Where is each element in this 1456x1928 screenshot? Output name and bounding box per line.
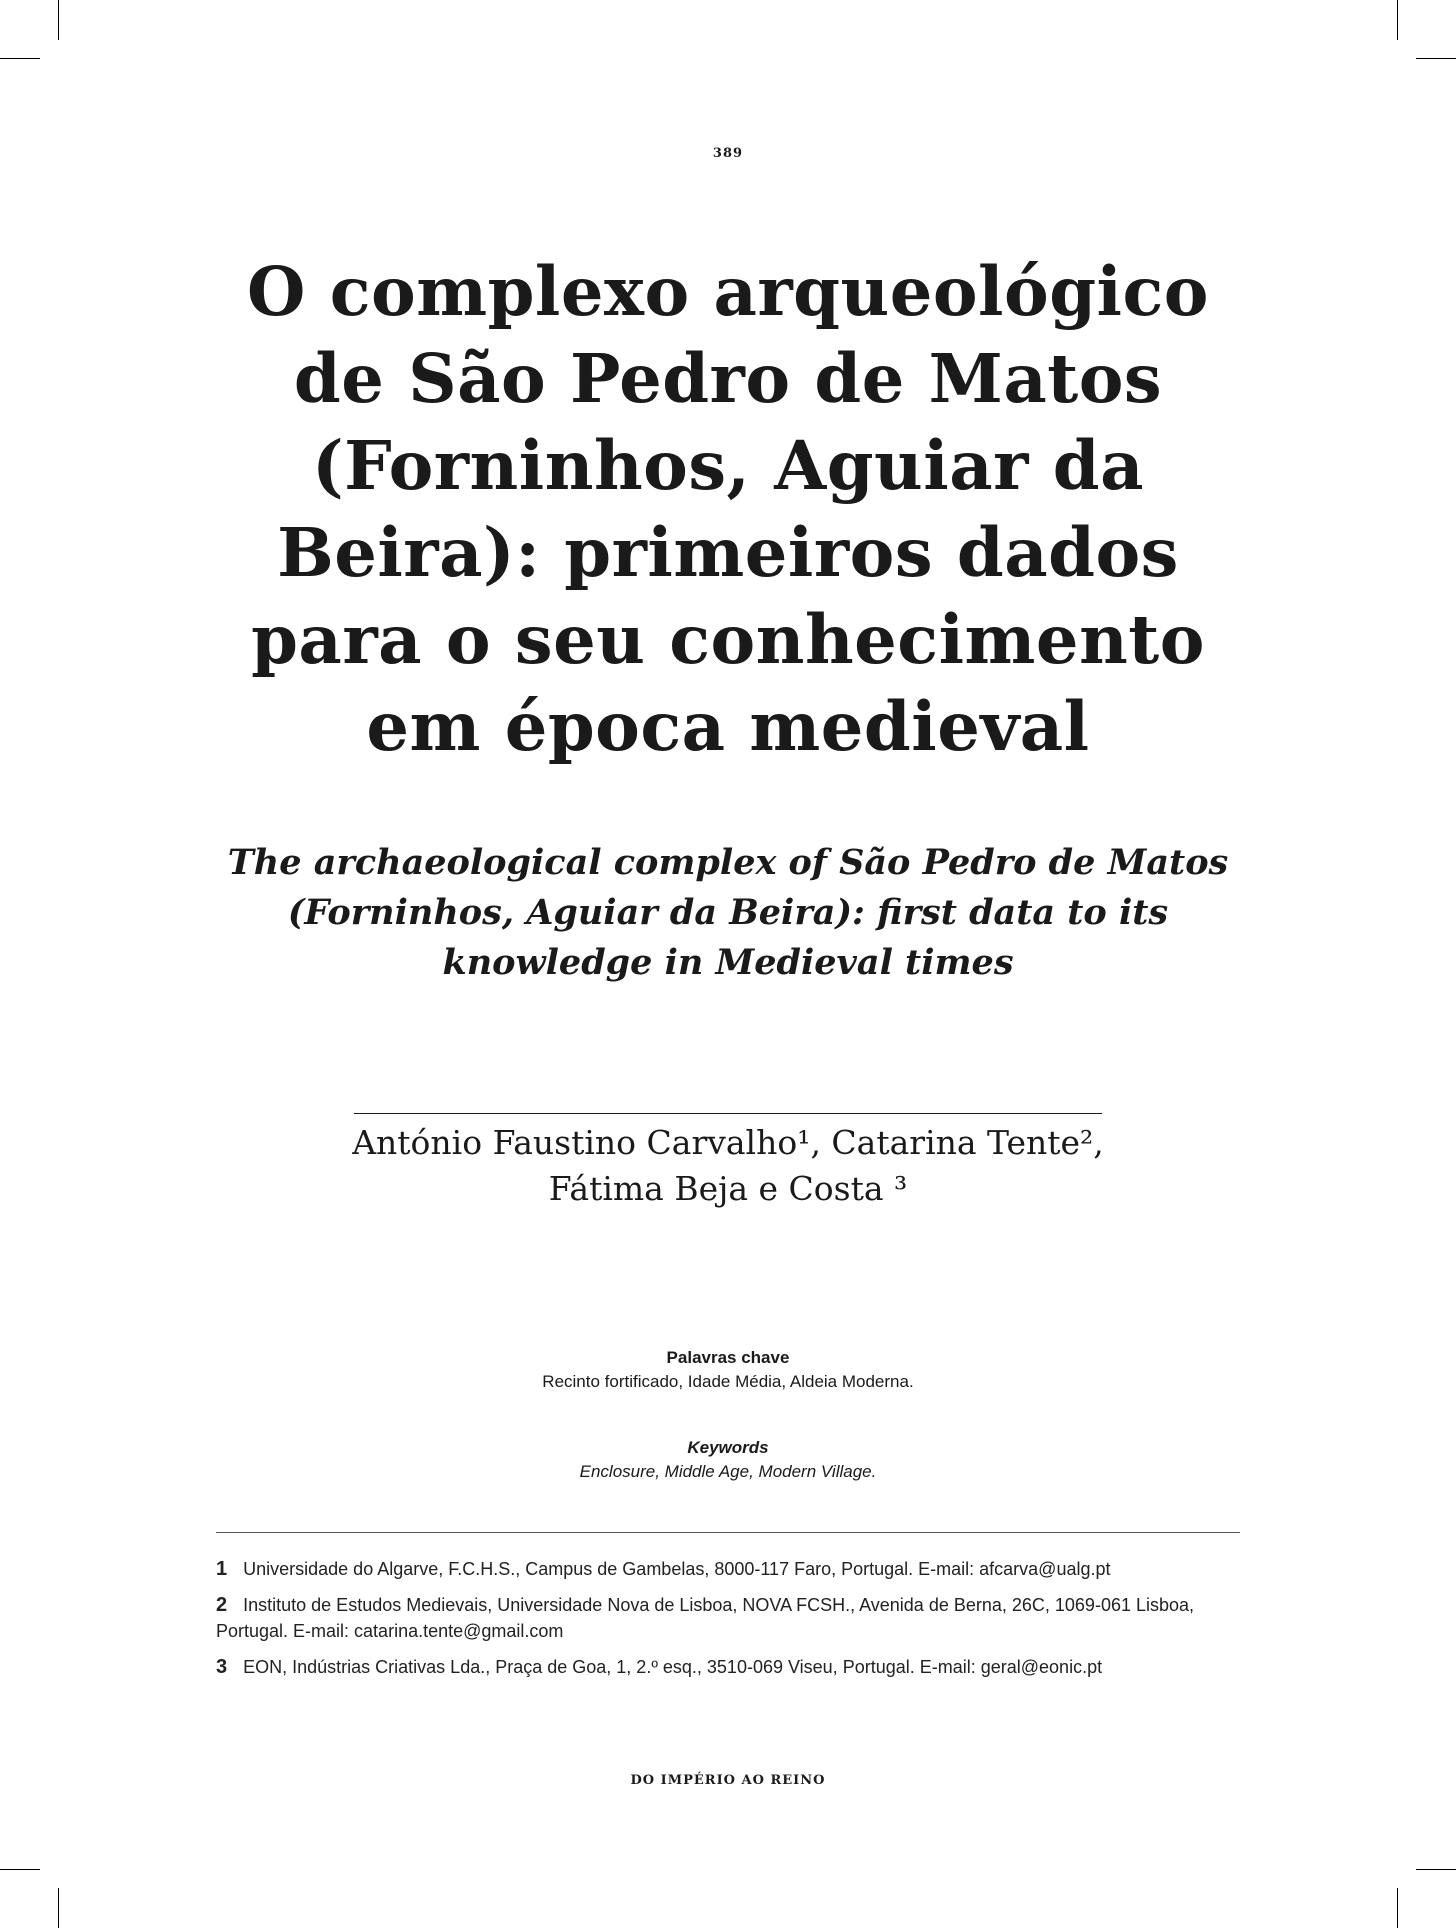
title-line: (Forninhos, Aguiar da (311, 426, 1145, 505)
page-number: 389 (712, 146, 744, 161)
article-subtitle-english (180, 838, 1276, 988)
footnote-text: Universidade do Algarve, F.C.H.S., Campus de Gambelas, 8000-117 Faro, Portugal. E-mail: afcarva@ualg.pt (243, 1559, 1111, 1579)
title-line: de São Pedro de Matos (293, 339, 1163, 418)
footnote-divider (216, 1532, 1240, 1533)
subtitle-line: The archaeological complex of São Pedro de Matos (227, 842, 1229, 883)
running-footer: DO IMPÉRIO AO REINO (630, 1773, 826, 1788)
crop-mark-bottom-left-horizontal (0, 1869, 40, 1870)
crop-mark-top-right-horizontal (1416, 58, 1456, 59)
crop-mark-top-right-vertical (1397, 0, 1398, 40)
footnote (216, 1592, 1240, 1644)
footnotes (216, 1556, 1240, 1690)
crop-mark-bottom-right-horizontal (1416, 1869, 1456, 1870)
article-title (180, 248, 1276, 770)
footnote-text: Instituto de Estudos Medievais, Universidade Nova de Lisboa, NOVA FCSH., Avenida de Berna, 26C, 1069-061 Lisboa, Portugal. E-mail: catarina.tente@gmail.com (216, 1595, 1195, 1641)
authors-line: Fátima Beja e Costa ³ (548, 1169, 908, 1208)
footnote (216, 1654, 1240, 1680)
subtitle-line: (Forninhos, Aguiar da Beira): first data to its (287, 892, 1169, 933)
keywords-english (180, 1436, 1276, 1484)
authors (180, 1120, 1276, 1212)
crop-mark-bottom-right-vertical (1397, 1888, 1398, 1928)
crop-mark-top-left-vertical (58, 0, 59, 40)
title-line: Beira): primeiros dados (277, 513, 1179, 592)
crop-mark-top-left-horizontal (0, 58, 40, 59)
author-divider (354, 1113, 1102, 1114)
subtitle-line: knowledge in Medieval times (442, 942, 1014, 983)
keywords-portuguese (180, 1346, 1276, 1394)
title-line: em época medieval (366, 687, 1090, 766)
title-line: O complexo arqueológico (247, 252, 1209, 331)
keywords-pt-text: Recinto fortificado, Idade Média, Aldeia Moderna. (542, 1372, 914, 1391)
title-line: para o seu conhecimento (251, 600, 1205, 679)
footnote-number: 3 (216, 1656, 228, 1678)
footnote (216, 1556, 1240, 1582)
footnote-number: 2 (216, 1594, 228, 1616)
footnote-text: EON, Indústrias Criativas Lda., Praça de Goa, 1, 2.º esq., 3510-069 Viseu, Portugal. E-mail: geral@eonic.pt (243, 1657, 1103, 1677)
crop-mark-bottom-left-vertical (58, 1888, 59, 1928)
keywords-en-heading: Keywords (687, 1438, 769, 1457)
keywords-en-text: Enclosure, Middle Age, Modern Village. (579, 1462, 877, 1481)
authors-line: António Faustino Carvalho¹, Catarina Tente², (352, 1123, 1104, 1162)
footnote-number: 1 (216, 1558, 228, 1580)
keywords-pt-heading: Palavras chave (666, 1348, 790, 1367)
